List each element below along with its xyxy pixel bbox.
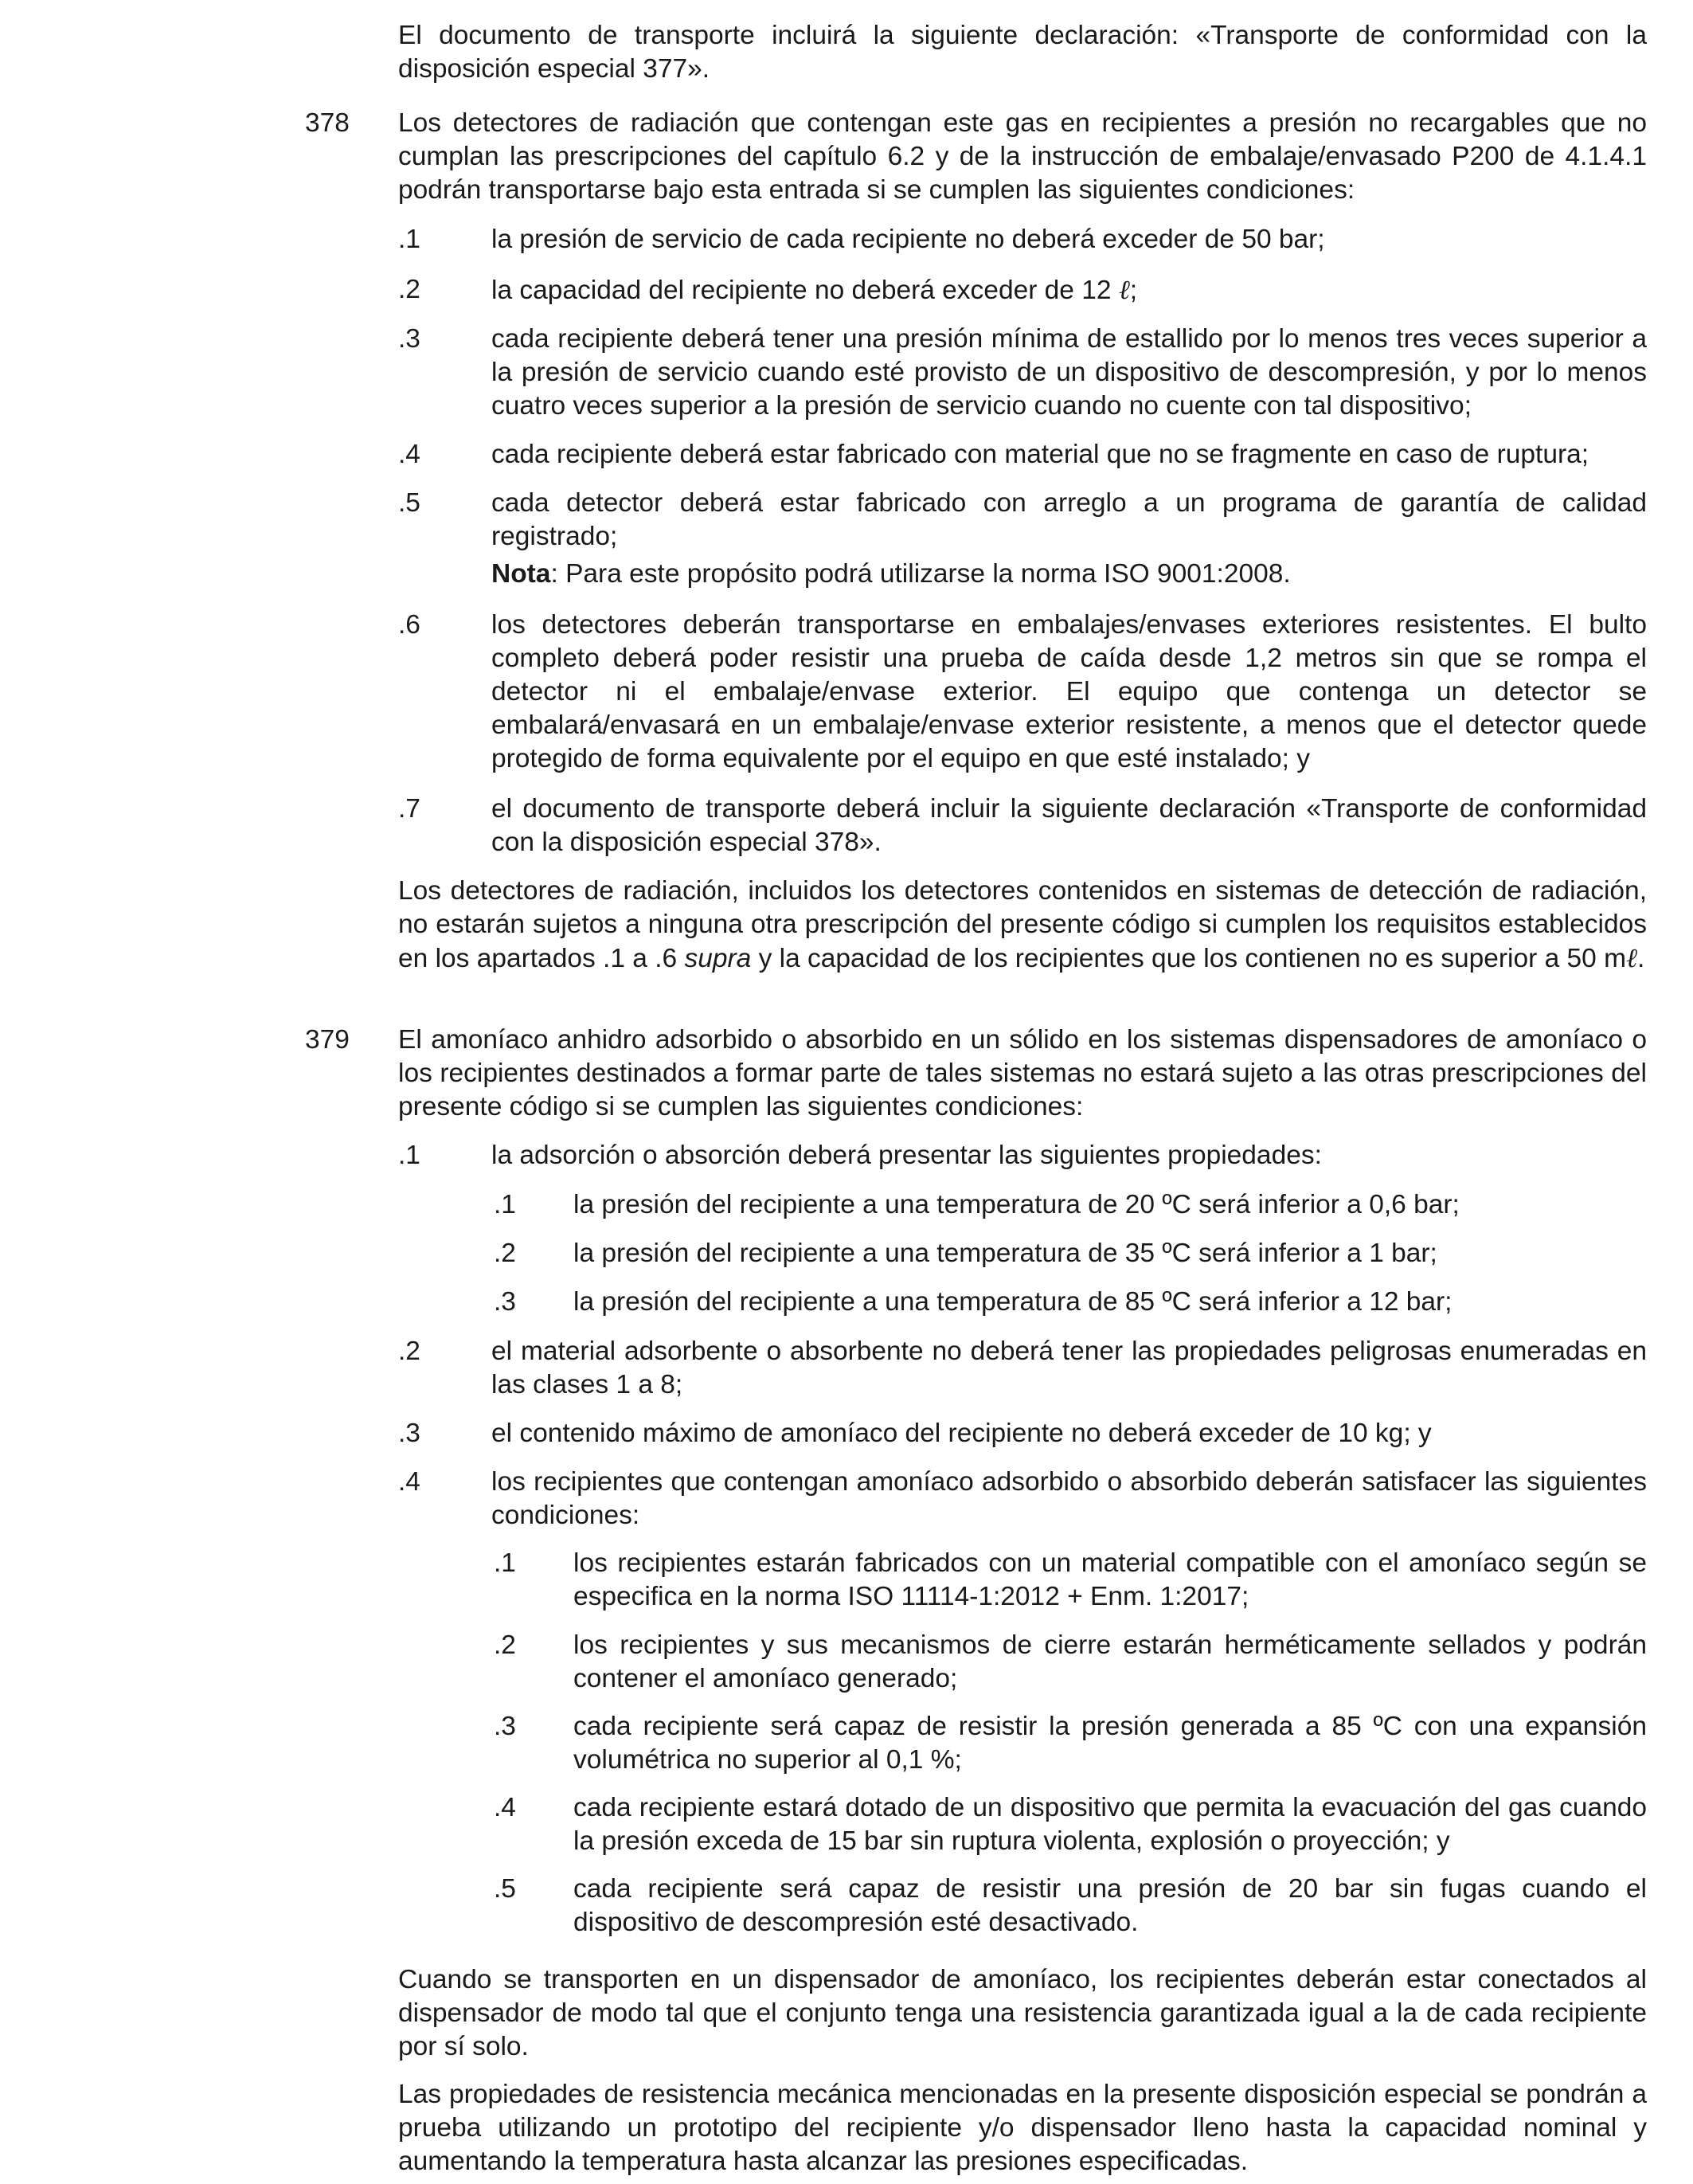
intro-paragraph: El documento de transporte incluirá la siguiente declaración: «Transporte de conformidad con la disposición especial 377».	[398, 21, 1647, 84]
list-item: cada detector deberá estar fabricado con arreglo a un programa de garantía de calidad registrado;	[491, 488, 1647, 551]
liter-symbol: ℓ	[1118, 274, 1130, 305]
item-number: .3	[398, 324, 420, 354]
list-item: la presión de servicio de cada recipiente no deberá exceder de 50 bar;	[491, 225, 1325, 254]
item-number: .5	[398, 488, 420, 518]
subitem-number: .2	[494, 1239, 516, 1268]
list-item: cada recipiente deberá estar fabricado con material que no se fragmente en caso de ruptura;	[491, 440, 1589, 469]
note-paragraph: Nota: Para este propósito podrá utilizarse la norma ISO 9001:2008.	[491, 559, 1291, 589]
provision-number-379: 379	[305, 1025, 350, 1055]
sub-list-item: cada recipiente estará dotado de un dispositivo que permita la evacuación del gas cuando la presión exceda de 15 bar sin ruptura violenta, explosión o proyección; y	[573, 1793, 1647, 1856]
item-number: .1	[398, 225, 420, 254]
list-item: la adsorción o absorción deberá presentar las siguientes propiedades:	[491, 1141, 1322, 1170]
sub-list-item: los recipientes y sus mecanismos de cierre estarán herméticamente sellados y podrán contener el amoníaco generado;	[573, 1630, 1647, 1693]
subitem-number: .2	[494, 1630, 516, 1660]
item-number: .1	[398, 1141, 420, 1170]
sub-list-item: la presión del recipiente a una temperatura de 20 ºC será inferior a 0,6 bar;	[573, 1190, 1460, 1219]
item-number: .3	[398, 1419, 420, 1448]
list-item: la capacidad del recipiente no deberá exceder de 12 ℓ;	[491, 274, 1138, 305]
list-item: cada recipiente deberá tener una presión mínima de estallido por lo menos tres veces superior a la presión de servicio cuando esté provisto de un dispositivo de descompresión, y por lo menos cuatro veces superior a la presión de servicio cuando no cuente con tal dispositivo;	[491, 324, 1647, 421]
sub-list-item: los recipientes estarán fabricados con un material compatible con el amoníaco según se especifica en la norma ISO 11114-1:2012 + Enm. 1:2017;	[573, 1548, 1647, 1611]
list-item: los recipientes que contengan amoníaco adsorbido o absorbido deberán satisfacer las siguientes condiciones:	[491, 1467, 1647, 1530]
subitem-number: .3	[494, 1712, 516, 1741]
subitem-number: .4	[494, 1793, 516, 1822]
subitem-number: .1	[494, 1190, 516, 1219]
sub-list-item: cada recipiente será capaz de resistir la presión generada a 85 ºC con una expansión volumétrica no superior al 0,1 %;	[573, 1712, 1647, 1775]
provision-379-text: El amoníaco anhidro adsorbido o absorbido en un sólido en los sistemas dispensadores de amoníaco o los recipientes destinados a formar parte de tales sistemas no estará sujeto a las otras prescripciones del presente código si se cumplen las siguientes condiciones:	[398, 1025, 1647, 1121]
note-label: Nota	[491, 559, 551, 589]
provision-378-text: Los detectores de radiación que contengan este gas en recipientes a presión no recargables que no cumplan las prescripciones del capítulo 6.2 y de la instrucción de embalaje/envasado P200 de 4.1.4.1 podrán transportarse bajo esta entrada si se cumplen las siguientes condiciones:	[398, 108, 1647, 205]
provision-378-closing: Los detectores de radiación, incluidos los detectores contenidos en sistemas de detección de radiación, no estarán sujetos a ninguna otra prescripción del presente código si cumplen los requisitos establecidos en los apartados .1 a .6 supra y la capacidad de los recipientes que los contienen no es superior a 50 mℓ.	[398, 876, 1647, 973]
list-item: el documento de transporte deberá incluir la siguiente declaración «Transporte de conformidad con la disposición especial 378».	[491, 794, 1647, 857]
list-item: el material adsorbente o absorbente no deberá tener las propiedades peligrosas enumeradas en las clases 1 a 8;	[491, 1337, 1647, 1399]
item-number: .4	[398, 440, 420, 469]
subitem-number: .5	[494, 1874, 516, 1904]
sub-list-item: cada recipiente será capaz de resistir una presión de 20 bar sin fugas cuando el dispositivo de descompresión esté desactivado.	[573, 1874, 1647, 1937]
liter-symbol: ℓ	[1626, 942, 1637, 973]
item-number: .2	[398, 1337, 420, 1366]
item-number: .7	[398, 794, 420, 824]
provision-379-paragraph: Las propiedades de resistencia mecánica mencionadas en la presente disposición especial se pondrán a prueba utilizando un prototipo del recipiente y/o dispensador lleno hasta la capacidad nominal y aumentando la temperatura hasta alcanzar las presiones especificadas.	[398, 2080, 1647, 2176]
subitem-number: .1	[494, 1548, 516, 1578]
subitem-number: .3	[494, 1287, 516, 1317]
item-number: .6	[398, 610, 420, 640]
sub-list-item: la presión del recipiente a una temperatura de 85 ºC será inferior a 12 bar;	[573, 1287, 1453, 1317]
list-item: el contenido máximo de amoníaco del recipiente no deberá exceder de 10 kg; y	[491, 1419, 1432, 1448]
list-item: los detectores deberán transportarse en embalajes/envases exteriores resistentes. El bulto completo deberá poder resistir una prueba de caída desde 1,2 metros sin que se rompa el detector ni el embalaje/envase exterior. El equipo que contenga un detector se embalará/envasará en un embalaje/envase exterior resistente, a menos que el detector quede protegido de forma equivalente por el equipo en que esté instalado; y	[491, 610, 1647, 773]
item-number: .4	[398, 1467, 420, 1497]
item-number: .2	[398, 275, 420, 304]
provision-379-paragraph: Cuando se transporten en un dispensador de amoníaco, los recipientes deberán estar conectados al dispensador de modo tal que el conjunto tenga una resistencia garantizada igual a la de cada recipiente por sí solo.	[398, 1965, 1647, 2061]
sub-list-item: la presión del recipiente a una temperatura de 35 ºC será inferior a 1 bar;	[573, 1239, 1437, 1268]
provision-number-378: 378	[305, 108, 350, 138]
